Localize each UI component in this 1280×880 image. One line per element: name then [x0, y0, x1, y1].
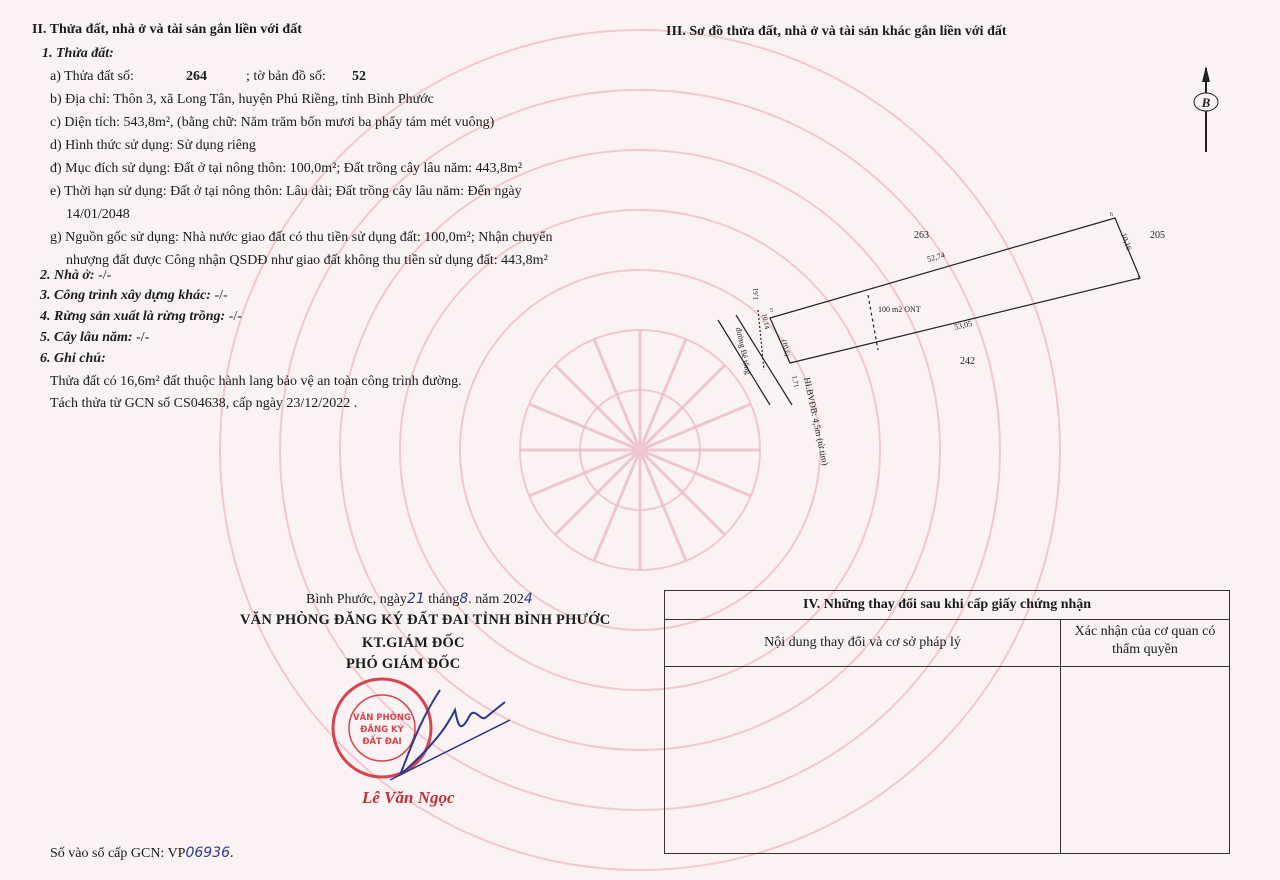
- seal-line-1: VĂN PHÒNG: [353, 713, 411, 723]
- len-10-14: 10,14: [760, 312, 772, 330]
- len-1-61: 1,61: [752, 287, 760, 300]
- house-row: [40, 268, 111, 284]
- other-works-row: [40, 288, 228, 304]
- note-line-2: Tách thửa từ GCN số CS04638, cấp ngày 23/12/2022 .: [50, 396, 358, 411]
- point-1: 1: [1137, 276, 1140, 282]
- bottom-length: 53,05: [953, 318, 973, 332]
- usage-term: e) Thời hạn sử dụng: Đất ở tại nông thôn: Lâu dài; Đất trồng cây lâu năm: Đến ngày: [50, 184, 522, 199]
- house-value: -/-: [94, 268, 112, 283]
- seal-line-3: ĐẤT ĐAI: [362, 737, 402, 747]
- top-length: 52,74: [926, 250, 946, 264]
- changes-col-content: Nội dung thay đổi và cơ sở pháp lý: [665, 619, 1061, 667]
- changes-table: [664, 590, 1230, 854]
- parcel-number: 264: [186, 69, 207, 84]
- section-ii-title: II. Thửa đất, nhà ở và tài sản gắn liền với đất: [32, 22, 302, 37]
- subsection-parcel: 1. Thửa đất:: [42, 46, 114, 61]
- map-sheet-number: 52: [352, 69, 366, 84]
- other-works-label: 3. Công trình xây dựng khác:: [40, 288, 211, 303]
- corridor-label: HLBVĐB: 4,5m (từ tim): [802, 376, 831, 467]
- register-label: Số vào sổ cấp GCN: VP: [50, 846, 186, 861]
- office-name: VĂN PHÒNG ĐĂNG KÝ ĐẤT ĐAI TỈNH BÌNH PHƯỚC: [240, 612, 611, 628]
- date-month: 8: [459, 591, 469, 607]
- parcel-outline: [770, 218, 1140, 363]
- area: c) Diện tích: 543,8m², (bằng chữ: Năm trăm bốn mươi ba phẩy tám mét vuông): [50, 115, 495, 130]
- note-line-1: Thửa đất có 16,6m² đất thuộc hành lang bảo vệ an toàn công trình đường.: [50, 374, 462, 389]
- usage-term-date: 14/01/2048: [66, 207, 130, 222]
- parcel-number-label: a) Thửa đất số:: [50, 69, 134, 84]
- forest-label: 4. Rừng sản xuất là rừng trồng:: [40, 309, 226, 324]
- register-number-row: [50, 845, 234, 862]
- north-arrow-icon: [1186, 64, 1226, 156]
- perennial-row: [40, 330, 149, 346]
- len-1-71: 1,71: [790, 374, 801, 389]
- changes-table-title: IV. Những thay đổi sau khi cấp giấy chứng nhận: [665, 591, 1229, 620]
- date-day: 21: [406, 591, 425, 607]
- point-6: 6: [1110, 212, 1113, 218]
- address: b) Địa chỉ: Thôn 3, xã Long Tân, huyện Phú Riềng, tỉnh Bình Phước: [50, 92, 434, 107]
- usage-origin: g) Nguồn gốc sử dụng: Nhà nước giao đất có thu tiền sử dụng đất: 100,0m²; Nhận chuyển: [50, 230, 553, 245]
- changes-col-confirmation: [1061, 619, 1229, 667]
- usage-origin-cont: nhượng đất được Công nhận QSDĐ như giao đất không thu tiền sử dụng đất: 443,8m²: [66, 253, 548, 268]
- register-number: 06936.: [185, 845, 235, 861]
- len-10-6: (10,6): [780, 338, 792, 357]
- usage-form: d) Hình thức sử dụng: Sử dụng riêng: [50, 138, 256, 153]
- signing-date: [306, 591, 533, 608]
- section-iii-title: III. Sơ đồ thửa đất, nhà ở và tài sản khác gắn liền với đất: [666, 24, 1007, 39]
- ont-label: 100 m2 ONT: [878, 305, 921, 314]
- confirmation-line-1: Xác nhận của cơ quan có: [1074, 624, 1216, 639]
- label-242: 242: [960, 356, 975, 367]
- seal-line-2: ĐĂNG KÝ: [360, 725, 404, 735]
- notes-label: 6. Ghi chú:: [40, 351, 106, 366]
- usage-purpose: đ) Mục đích sử dụng: Đất ở tại nông thôn: 100,0m²; Đất trồng cây lâu năm: 443,8m²: [50, 161, 523, 176]
- house-label: 2. Nhà ở:: [40, 268, 95, 283]
- perennial-label: 5. Cây lâu năm:: [40, 330, 133, 345]
- month-label: tháng: [428, 592, 460, 607]
- map-sheet-label: ; tờ bản đồ số:: [246, 69, 326, 84]
- year-label: . năm 202: [468, 592, 524, 607]
- date-prefix: Bình Phước, ngày: [306, 592, 407, 607]
- kt-director: KT.GIÁM ĐỐC: [362, 635, 465, 651]
- changes-confirmation-cell: [1061, 667, 1229, 853]
- right-length: 10,16: [1119, 231, 1134, 252]
- confirmation-line-2: thẩm quyền: [1112, 642, 1178, 657]
- changes-content-cell: [665, 667, 1061, 853]
- road-name: đường Bê tông: [734, 326, 753, 376]
- deputy-director: PHÓ GIÁM ĐỐC: [346, 656, 461, 672]
- other-works-value: -/-: [210, 288, 228, 303]
- label-205: 205: [1150, 230, 1165, 241]
- handwritten-signature-icon: [380, 680, 520, 790]
- parcel-diagram: [700, 200, 1170, 500]
- date-year-end: 4: [523, 591, 533, 607]
- perennial-value: -/-: [132, 330, 150, 345]
- label-263: 263: [914, 230, 929, 241]
- point-5: 5: [770, 308, 773, 314]
- forest-value: -/-: [225, 309, 242, 324]
- north-letter: B: [1201, 95, 1211, 110]
- forest-row: [40, 309, 242, 325]
- signer-name: Lê Văn Ngọc: [362, 788, 455, 807]
